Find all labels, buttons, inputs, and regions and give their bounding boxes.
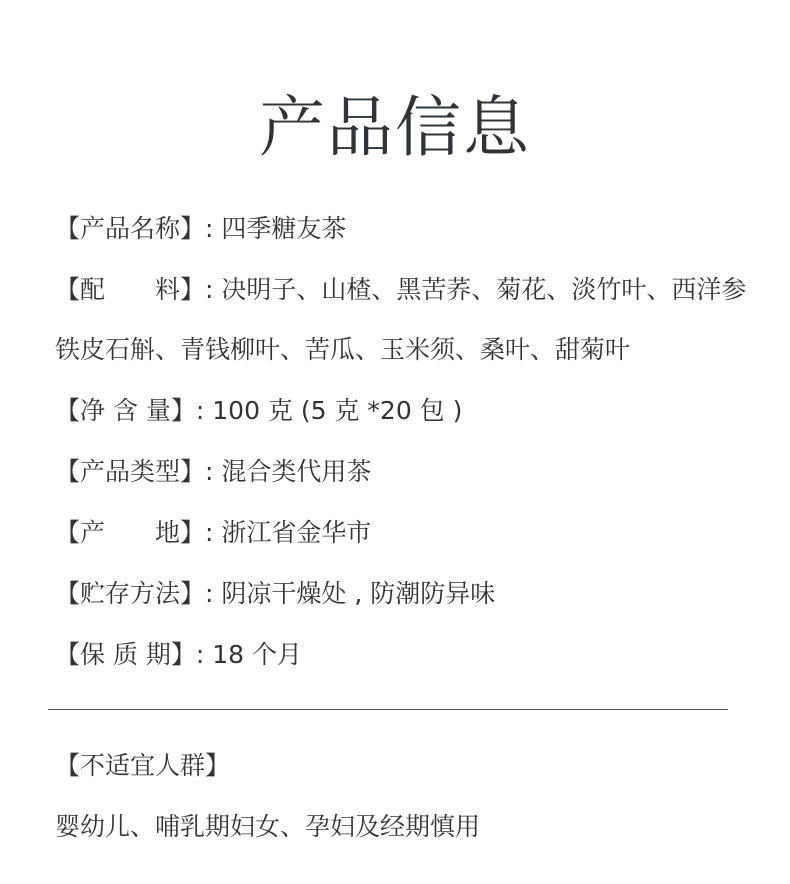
net-content-row: 【净 含 量】: 100 克 (5 克 *20 包 ) [55,396,463,425]
product-type-row: 【产品类型】: 混合类代用茶 [55,457,372,486]
page-title: 产品信息 [259,89,531,166]
ingredients-continued-row: 铁皮石斛、青钱柳叶、苦瓜、玉米须、桑叶、甜菊叶 [55,335,631,364]
shelf-life-row: 【保 质 期】: 18 个月 [55,640,303,669]
unsuitable-heading: 【不适宜人群】 [55,751,231,780]
section-divider [48,709,728,710]
unsuitable-text: 婴幼儿、哺乳期妇女、孕妇及经期慎用 [55,812,481,841]
storage-row: 【贮存方法】: 阴凉干燥处 , 防潮防异味 [55,579,496,608]
ingredients-row: 【配 料】: 决明子、山楂、黑苦荞、菊花、淡竹叶、西洋参 [55,275,747,304]
product-name-row: 【产品名称】: 四季糖友茶 [55,214,347,243]
origin-row: 【产 地】: 浙江省金华市 [55,518,372,547]
